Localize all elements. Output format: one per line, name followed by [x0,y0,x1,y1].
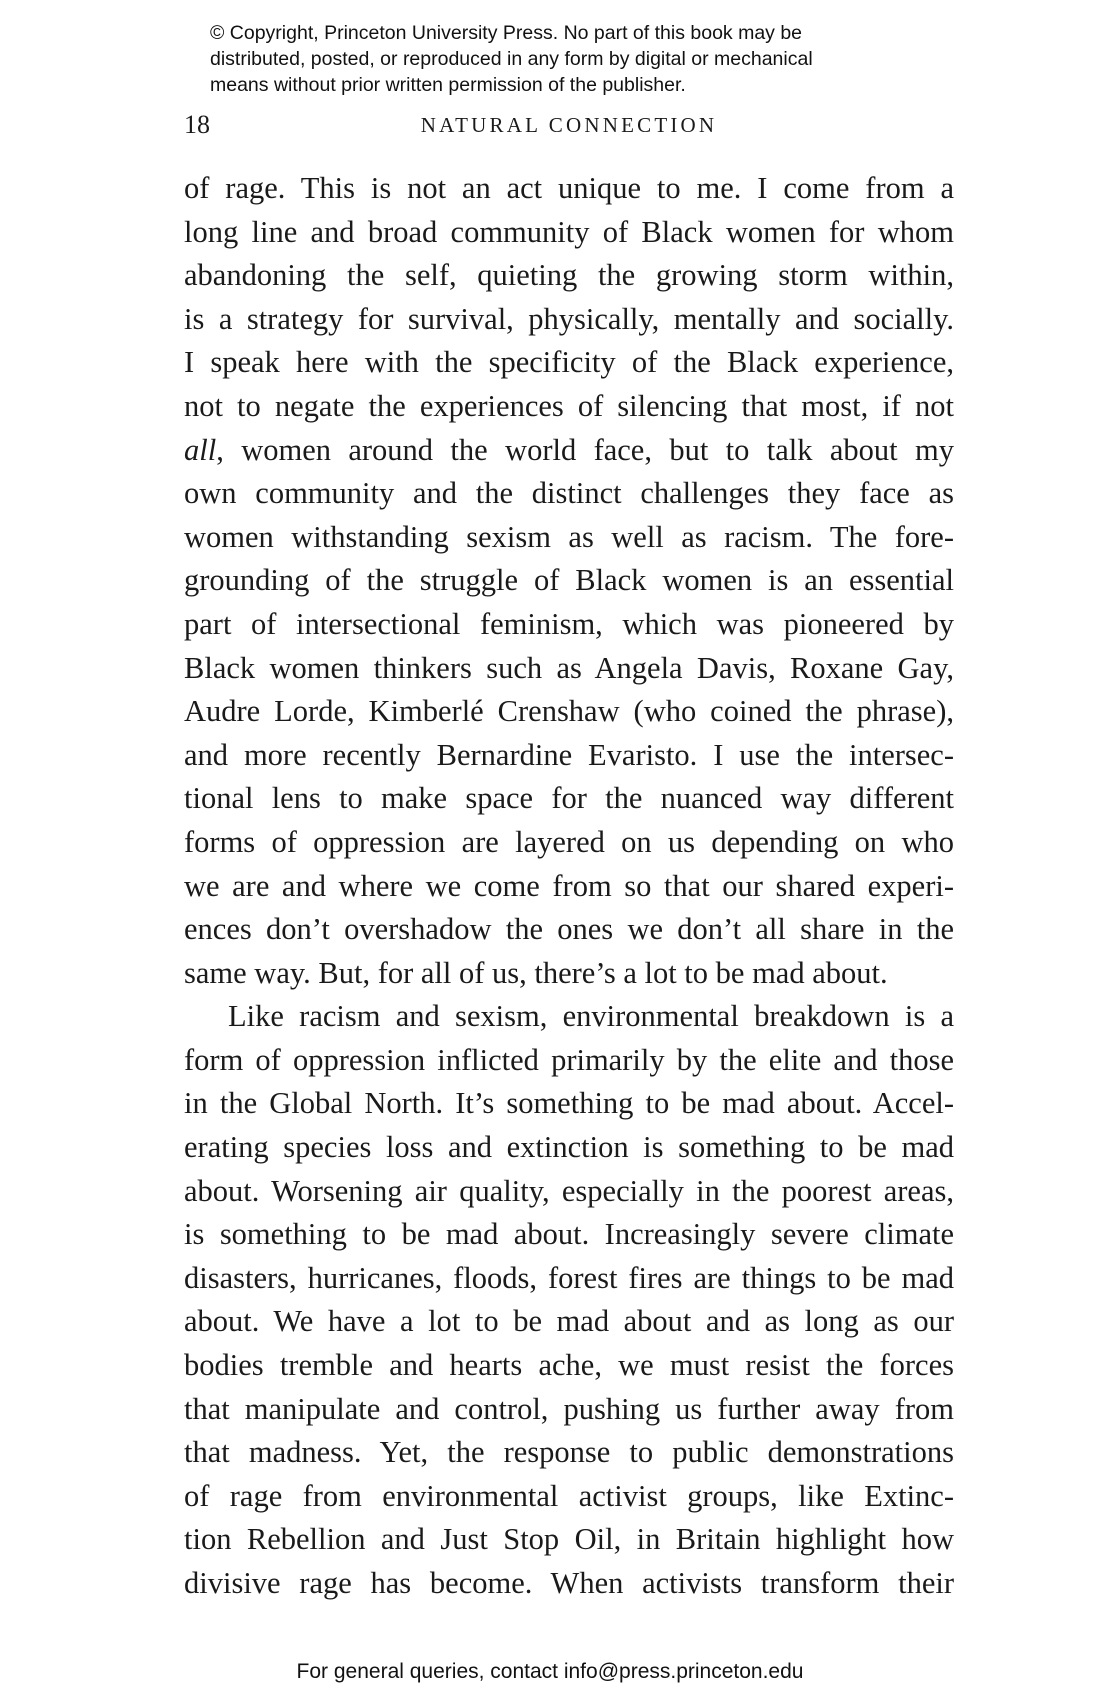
text-line: of rage from environmental activist groups, like Extinc- [184,1478,954,1513]
text-line: disasters, hurricanes, floods, forest fires are things to be mad [184,1260,954,1295]
copyright-line: distributed, posted, or reproduced in any form by digital or mechanical [210,48,813,70]
text-line: Black women thinkers such as Angela Davis, Roxane Gay, [184,650,954,685]
text-line: same way. But, for all of us, there’s a lot to be mad about. [184,955,888,990]
text-line: and more recently Bernardine Evaristo. I use the intersec- [184,737,954,772]
contact-footer: For general queries, contact info@press.princeton.edu [296,1660,804,1683]
running-head: NATURAL CONNECTION [420,113,718,137]
text-line: Audre Lorde, Kimberlé Crenshaw (who coined the phrase), [184,694,954,729]
text-line: women withstanding sexism as well as racism. The fore- [184,519,954,554]
text-line: I speak here with the specificity of the Black experience, [184,345,954,380]
text-line: form of oppression inflicted primarily by the elite and those [184,1042,954,1077]
text-line: divisive rage has become. When activists transform their [184,1566,954,1600]
copyright-line: means without prior written permission of the publisher. [210,74,686,96]
text-line-italic-lead [184,429,954,473]
text-line-rest: , women around the world face, but to talk about my [216,432,954,467]
text-line: part of intersectional feminism, which was pioneered by [184,606,954,641]
text-line: not to negate the experiences of silencing that most, if not [184,388,954,423]
text-line: long line and broad community of Black women for whom [184,214,954,249]
body-text [184,167,954,1606]
text-line: grounding of the struggle of Black women is an essential [184,563,954,598]
text-line: that manipulate and control, pushing us further away from [184,1391,954,1426]
text-line: is something to be mad about. Increasingly severe climate [184,1217,954,1252]
copyright-notice [210,20,970,98]
text-line: we are and where we come from so that our shared experi- [184,868,954,903]
text-line: is a strategy for survival, physically, mentally and socially. [184,301,954,336]
text-line: abandoning the self, quieting the growing storm within, [184,258,954,293]
copyright-line: © Copyright, Princeton University Press. No part of this book may be [210,22,803,44]
text-line: erating species loss and extinction is something to be mad [184,1130,954,1165]
text-line: own community and the distinct challenges they face as [184,476,954,511]
text-line: of rage. This is not an act unique to me. I come from a [184,171,954,205]
italic-word: all [184,432,217,467]
text-line: tion Rebellion and Just Stop Oil, in Britain highlight how [184,1522,954,1557]
text-line: tional lens to make space for the nuanced way different [184,781,954,816]
text-line: ences don’t overshadow the ones we don’t all share in the [184,912,954,947]
text-line: forms of oppression are layered on us depending on who [184,824,954,859]
page-number: 18 [184,110,210,139]
text-line: in the Global North. It’s something to be mad about. Accel- [184,1086,954,1121]
text-line: bodies tremble and hearts ache, we must resist the forces [184,1348,954,1383]
text-line: that madness. Yet, the response to public demonstrations [184,1435,954,1470]
text-line: about. Worsening air quality, especially in the poorest areas, [184,1173,954,1208]
text-line-paragraph-start: Like racism and sexism, environmental breakdown is a [228,999,954,1034]
text-line: about. We have a lot to be mad about and as long as our [184,1304,954,1339]
